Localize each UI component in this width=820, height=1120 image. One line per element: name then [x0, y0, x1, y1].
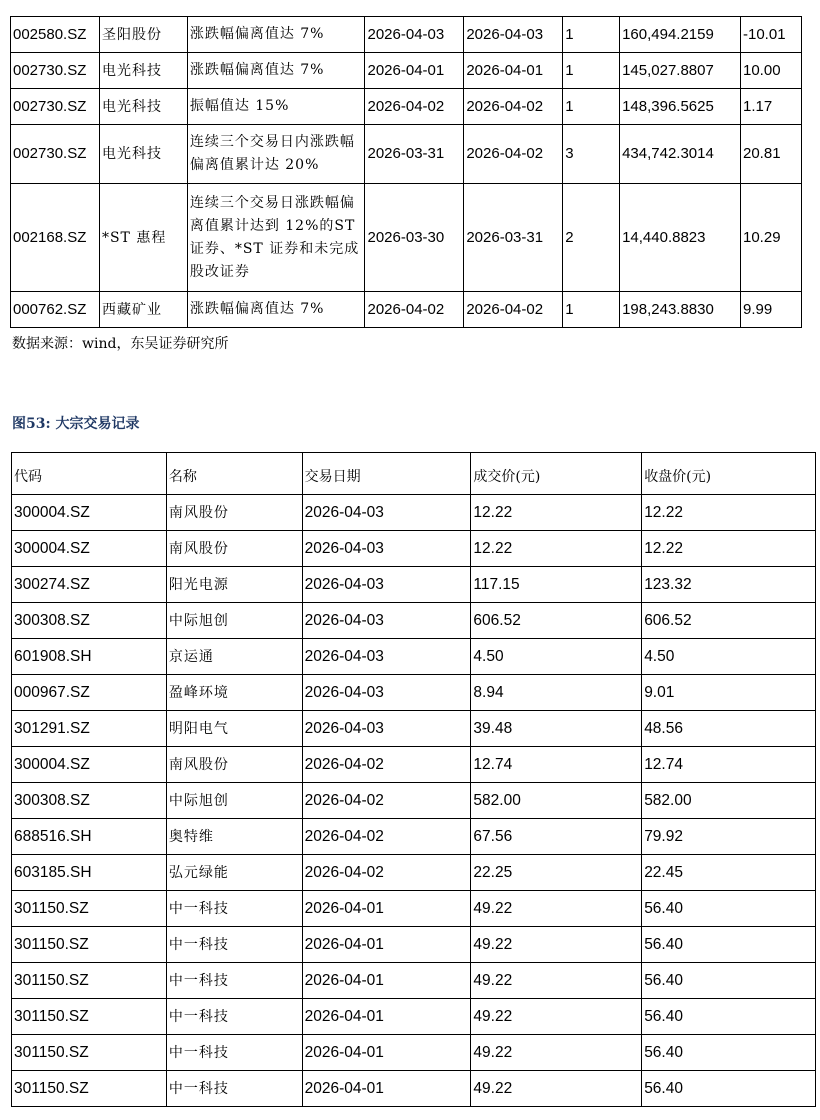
name-cell: 奥特维 [166, 819, 302, 855]
code-cell: 002580.SZ [11, 17, 100, 53]
close-cell: 56.40 [642, 1035, 816, 1071]
count-cell: 1 [563, 89, 620, 125]
code-cell: 300274.SZ [12, 567, 167, 603]
code-cell: 301150.SZ [12, 1035, 167, 1071]
code-cell: 002730.SZ [11, 89, 100, 125]
amount-cell: 198,243.8830 [620, 292, 741, 328]
name-cell: 中一科技 [166, 963, 302, 999]
name-cell: 南风股份 [166, 495, 302, 531]
table-row [12, 675, 816, 711]
table-row [11, 184, 802, 292]
date-cell: 2026-04-02 [302, 855, 471, 891]
code-cell: 300004.SZ [12, 531, 167, 567]
figure-title: 图53: 大宗交易记录 [12, 416, 140, 432]
date-cell: 2026-04-01 [302, 891, 471, 927]
count-cell: 1 [563, 53, 620, 89]
date-cell: 2026-04-03 [302, 675, 471, 711]
code-cell: 601908.SH [12, 639, 167, 675]
table-row [11, 17, 802, 53]
date-cell: 2026-04-01 [302, 1071, 471, 1107]
table-row [12, 495, 816, 531]
table-row [12, 855, 816, 891]
amount-cell: 145,027.8807 [620, 53, 741, 89]
code-cell: 300308.SZ [12, 783, 167, 819]
header-name: 名称 [166, 453, 302, 495]
end-date-cell: 2026-04-01 [464, 53, 563, 89]
code-cell: 301291.SZ [12, 711, 167, 747]
name-cell: 弘元绿能 [166, 855, 302, 891]
amount-cell: 160,494.2159 [620, 17, 741, 53]
code-cell: 300004.SZ [12, 495, 167, 531]
reason-cell: 连续三个交易日涨跌幅偏离值累计达到 12%的ST 证券、*ST 证券和未完成股改证券 [187, 184, 365, 292]
name-cell: 京运通 [166, 639, 302, 675]
date-cell: 2026-04-03 [302, 567, 471, 603]
reason-cell: 涨跌幅偏离值达 7% [187, 292, 365, 328]
price-cell: 606.52 [471, 603, 642, 639]
table-row [11, 89, 802, 125]
close-cell: 582.00 [642, 783, 816, 819]
pct-change-cell: 10.29 [741, 184, 802, 292]
table-row [12, 531, 816, 567]
amount-cell: 14,440.8823 [620, 184, 741, 292]
close-cell: 22.45 [642, 855, 816, 891]
price-cell: 12.22 [471, 495, 642, 531]
code-cell: 301150.SZ [12, 963, 167, 999]
code-cell: 000967.SZ [12, 675, 167, 711]
price-cell: 67.56 [471, 819, 642, 855]
name-cell: 盈峰环境 [166, 675, 302, 711]
name-cell: 中一科技 [166, 891, 302, 927]
header-price: 成交价(元) [471, 453, 642, 495]
table-row [12, 891, 816, 927]
code-cell: 002168.SZ [11, 184, 100, 292]
close-cell: 56.40 [642, 891, 816, 927]
price-cell: 117.15 [471, 567, 642, 603]
name-cell: 南风股份 [166, 747, 302, 783]
date-cell: 2026-04-03 [302, 711, 471, 747]
table-row [12, 711, 816, 747]
end-date-cell: 2026-04-02 [464, 125, 563, 184]
close-cell: 606.52 [642, 603, 816, 639]
table-row [11, 125, 802, 184]
table-row [12, 639, 816, 675]
code-cell: 688516.SH [12, 819, 167, 855]
price-cell: 39.48 [471, 711, 642, 747]
date-cell: 2026-04-02 [302, 783, 471, 819]
name-cell: 阳光电源 [166, 567, 302, 603]
pct-change-cell: -10.01 [741, 17, 802, 53]
name-cell: 中际旭创 [166, 783, 302, 819]
table-row [11, 292, 802, 328]
block-trade-table [11, 452, 816, 1107]
name-cell: 中际旭创 [166, 603, 302, 639]
date-cell: 2026-04-01 [302, 927, 471, 963]
pct-change-cell: 1.17 [741, 89, 802, 125]
price-cell: 4.50 [471, 639, 642, 675]
start-date-cell: 2026-04-02 [365, 292, 464, 328]
close-cell: 12.22 [642, 531, 816, 567]
table-row [12, 927, 816, 963]
price-cell: 582.00 [471, 783, 642, 819]
close-cell: 12.74 [642, 747, 816, 783]
price-cell: 49.22 [471, 927, 642, 963]
table-row [12, 819, 816, 855]
price-cell: 49.22 [471, 1071, 642, 1107]
end-date-cell: 2026-03-31 [464, 184, 563, 292]
code-cell: 300308.SZ [12, 603, 167, 639]
end-date-cell: 2026-04-02 [464, 89, 563, 125]
start-date-cell: 2026-03-30 [365, 184, 464, 292]
code-cell: 300004.SZ [12, 747, 167, 783]
start-date-cell: 2026-04-02 [365, 89, 464, 125]
name-cell: 圣阳股份 [99, 17, 187, 53]
end-date-cell: 2026-04-02 [464, 292, 563, 328]
count-cell: 2 [563, 184, 620, 292]
close-cell: 12.22 [642, 495, 816, 531]
date-cell: 2026-04-03 [302, 639, 471, 675]
code-cell: 002730.SZ [11, 53, 100, 89]
close-cell: 79.92 [642, 819, 816, 855]
price-cell: 8.94 [471, 675, 642, 711]
table-row [11, 53, 802, 89]
table-row [12, 1071, 816, 1107]
table-row [12, 603, 816, 639]
price-cell: 49.22 [471, 963, 642, 999]
source-note: 数据来源：wind，东吴证券研究所 [12, 336, 229, 352]
count-cell: 1 [563, 17, 620, 53]
table-row [12, 1035, 816, 1071]
name-cell: 中一科技 [166, 927, 302, 963]
reason-cell: 连续三个交易日内涨跌幅偏离值累计达 20% [187, 125, 365, 184]
code-cell: 000762.SZ [11, 292, 100, 328]
close-cell: 56.40 [642, 927, 816, 963]
date-cell: 2026-04-03 [302, 495, 471, 531]
count-cell: 3 [563, 125, 620, 184]
header-code: 代码 [12, 453, 167, 495]
abnormal-trading-table [10, 16, 802, 328]
pct-change-cell: 20.81 [741, 125, 802, 184]
end-date-cell: 2026-04-03 [464, 17, 563, 53]
header-date: 交易日期 [302, 453, 471, 495]
date-cell: 2026-04-01 [302, 1035, 471, 1071]
amount-cell: 148,396.5625 [620, 89, 741, 125]
date-cell: 2026-04-03 [302, 603, 471, 639]
close-cell: 9.01 [642, 675, 816, 711]
pct-change-cell: 10.00 [741, 53, 802, 89]
price-cell: 22.25 [471, 855, 642, 891]
table-row [12, 963, 816, 999]
price-cell: 49.22 [471, 891, 642, 927]
date-cell: 2026-04-02 [302, 747, 471, 783]
amount-cell: 434,742.3014 [620, 125, 741, 184]
close-cell: 56.40 [642, 1071, 816, 1107]
code-cell: 002730.SZ [11, 125, 100, 184]
start-date-cell: 2026-04-01 [365, 53, 464, 89]
close-cell: 4.50 [642, 639, 816, 675]
count-cell: 1 [563, 292, 620, 328]
code-cell: 301150.SZ [12, 1071, 167, 1107]
pct-change-cell: 9.99 [741, 292, 802, 328]
name-cell: 明阳电气 [166, 711, 302, 747]
header-close: 收盘价(元) [642, 453, 816, 495]
name-cell: 电光科技 [99, 89, 187, 125]
date-cell: 2026-04-01 [302, 999, 471, 1035]
price-cell: 49.22 [471, 1035, 642, 1071]
reason-cell: 涨跌幅偏离值达 7% [187, 53, 365, 89]
date-cell: 2026-04-02 [302, 819, 471, 855]
date-cell: 2026-04-01 [302, 963, 471, 999]
name-cell: 电光科技 [99, 125, 187, 184]
table-row [12, 783, 816, 819]
date-cell: 2026-04-03 [302, 531, 471, 567]
price-cell: 12.74 [471, 747, 642, 783]
name-cell: 南风股份 [166, 531, 302, 567]
name-cell: 中一科技 [166, 1035, 302, 1071]
table-header-row [12, 453, 816, 495]
start-date-cell: 2026-04-03 [365, 17, 464, 53]
price-cell: 49.22 [471, 999, 642, 1035]
name-cell: 中一科技 [166, 999, 302, 1035]
start-date-cell: 2026-03-31 [365, 125, 464, 184]
close-cell: 56.40 [642, 963, 816, 999]
code-cell: 301150.SZ [12, 891, 167, 927]
name-cell: *ST 惠程 [99, 184, 187, 292]
close-cell: 48.56 [642, 711, 816, 747]
close-cell: 123.32 [642, 567, 816, 603]
table-row [12, 999, 816, 1035]
reason-cell: 涨跌幅偏离值达 7% [187, 17, 365, 53]
name-cell: 中一科技 [166, 1071, 302, 1107]
table-row [12, 567, 816, 603]
table-row [12, 747, 816, 783]
close-cell: 56.40 [642, 999, 816, 1035]
code-cell: 301150.SZ [12, 999, 167, 1035]
name-cell: 西藏矿业 [99, 292, 187, 328]
code-cell: 301150.SZ [12, 927, 167, 963]
price-cell: 12.22 [471, 531, 642, 567]
reason-cell: 振幅值达 15% [187, 89, 365, 125]
code-cell: 603185.SH [12, 855, 167, 891]
name-cell: 电光科技 [99, 53, 187, 89]
